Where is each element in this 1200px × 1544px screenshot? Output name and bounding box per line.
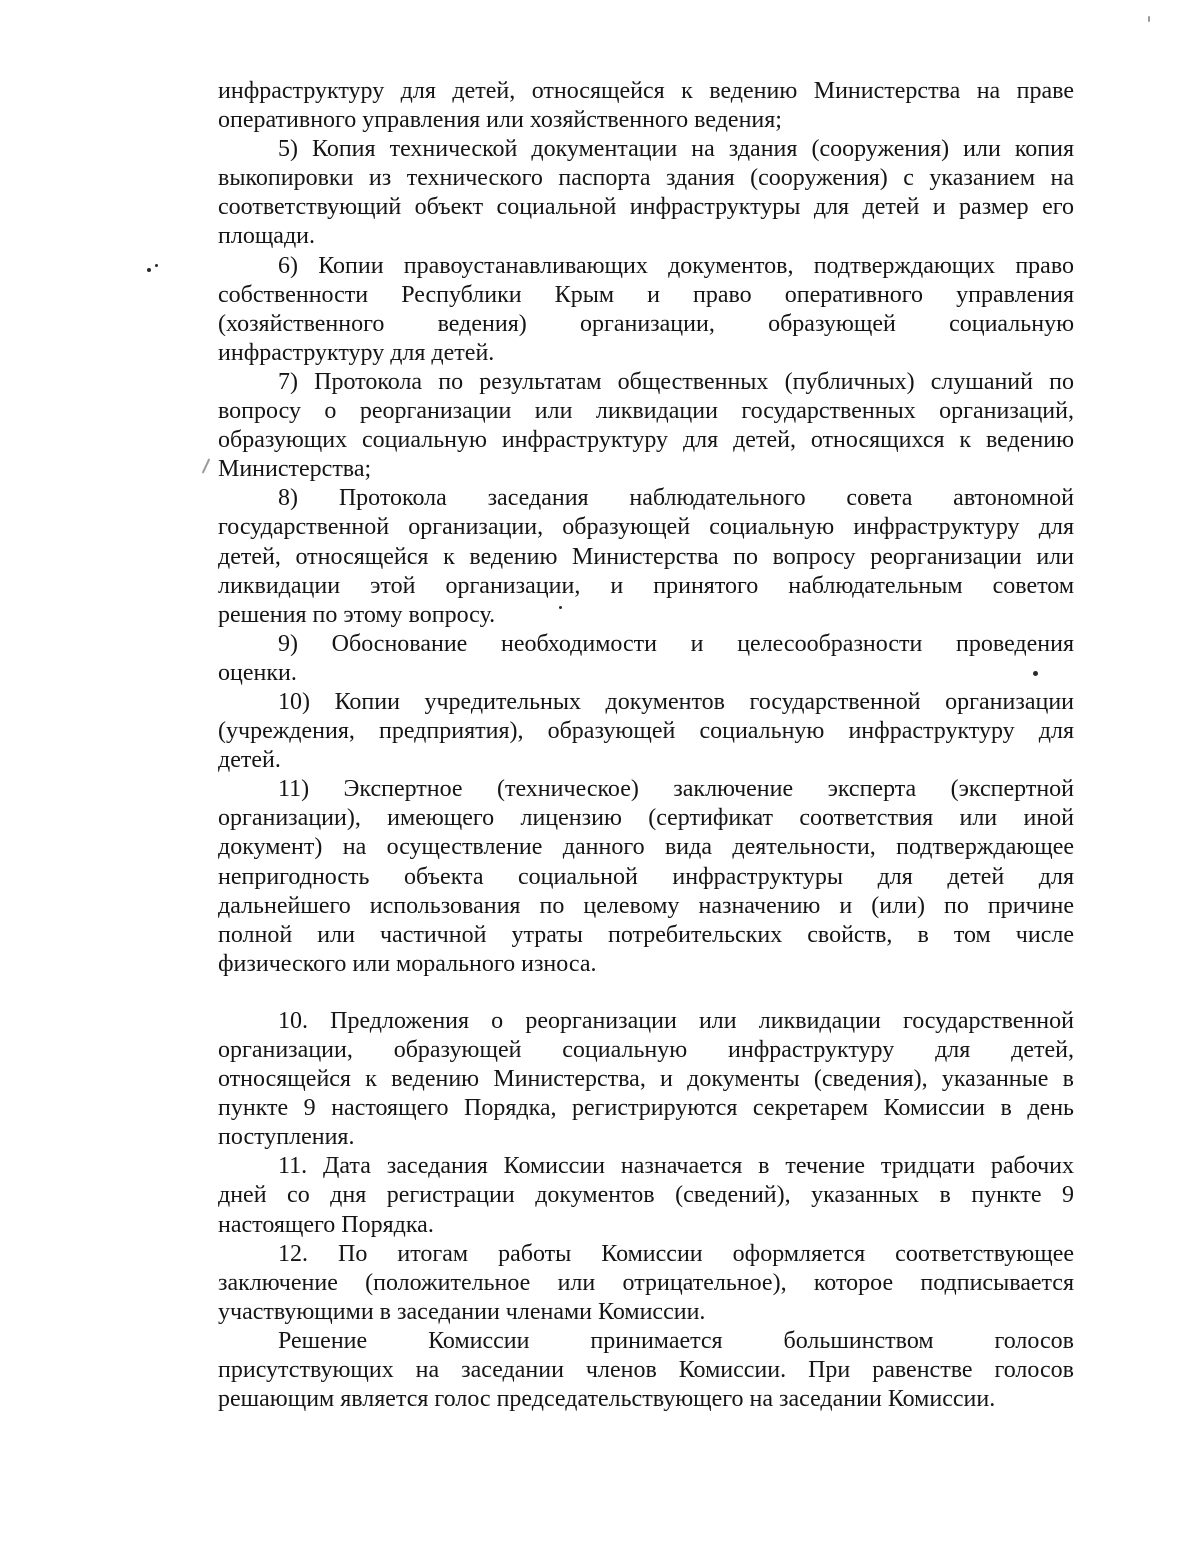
text-line: Министерства; [218,456,372,483]
text-line: решающим является голос председательствующего на заседании Комиссии. [218,1386,996,1413]
clause-12 [218,1240,1074,1327]
text-line: инфраструктуру для детей, относящейся к ведению Министерства на праве [218,78,1074,104]
text-line: соответствующий объект социальной инфраструктуры для детей и размер его [218,194,1074,221]
text-line: 10) Копии учредительных документов государственной организации [278,688,1074,715]
text-line: детей. [218,747,281,774]
text-line: документ) на осуществление данного вида деятельности, подтверждающее [218,834,1074,861]
scan-speck [147,268,151,272]
list-item-5 [218,135,1074,251]
text-line: 11) Экспертное (техническое) заключение эксперта (экспертной [278,776,1074,803]
text-line: заключение (положительное или отрицательное), которое подписывается [218,1269,1074,1296]
text-line: Решение Комиссии принимается большинством голосов [278,1327,1074,1354]
text-line: организации, образующей социальную инфраструктуру для детей, [218,1037,1074,1063]
clause-11 [218,1152,1074,1239]
list-item-7 [218,368,1074,484]
text-line: площади. [218,223,316,250]
scan-speck [202,458,211,473]
text-line: 7) Протокола по результатам общественных (публичных) слушаний по [278,368,1074,395]
text-line: (учреждения, предприятия), образующей социальную инфраструктуру для [218,718,1074,745]
text-line: физического или морального износа. [218,950,597,977]
text-line: настоящего Порядка. [218,1211,434,1238]
text-line: 10. Предложения о реорганизации или ликвидации государственной [278,1007,1074,1034]
text-line: пункте 9 настоящего Порядка, регистрируются секретарем Комиссии в день [218,1095,1074,1122]
text-line: поступления. [218,1124,355,1151]
text-line: оценки. [218,659,297,686]
scan-speck [1148,16,1150,22]
text-line: 8) Протокола заседания наблюдательного совета автономной [278,485,1074,512]
list-item-6 [218,252,1074,368]
text-line: инфраструктуру для детей. [218,339,495,366]
text-line: государственной организации, образующей социальную инфраструктуру для [218,514,1074,541]
list-item-9 [218,630,1074,688]
text-line: 12. По итогам работы Комиссии оформляется соответствующее [278,1240,1074,1267]
text-line: дальнейшего использования по целевому назначению и (или) по причине [218,892,1074,919]
text-line: собственности Республики Крым и право оперативного управления [218,281,1074,308]
list-item-8 [218,484,1074,629]
text-line: организации), имеющего лицензию (сертификат соответствия или иной [218,805,1074,832]
text-line: решения по этому вопросу. [218,601,496,628]
text-line: (хозяйственного ведения) организации, образующей социальную [218,310,1074,337]
text-line: 9) Обоснование необходимости и целесообразности проведения [278,630,1074,657]
text-line: непригодность объекта социальной инфраструктуры для детей для [218,863,1074,890]
scan-speck [155,264,158,267]
list-item-10 [218,688,1074,775]
list-item-11 [218,775,1074,979]
text-line: 6) Копии правоустанавливающих документов, подтверждающих право [278,252,1074,279]
text-line: участвующими в заседании членами Комиссии. [218,1298,706,1325]
text-line: ликвидации этой организации, и принятого наблюдательным советом [218,572,1074,599]
decision-paragraph [218,1327,1074,1414]
clause-10 [218,1007,1074,1152]
text-line: детей, относящейся к ведению Министерства по вопросу реорганизации или [218,543,1074,570]
text-line: полной или частичной утраты потребительских свойств, в том числе [218,921,1074,948]
text-line: дней со дня регистрации документов (сведений), указанных в пункте 9 [218,1182,1074,1209]
text-line: вопросу о реорганизации или ликвидации государственных организаций, [218,398,1074,425]
text-line: оперативного управления или хозяйственного ведения; [218,107,782,134]
text-line: 11. Дата заседания Комиссии назначается в течение тридцати рабочих [278,1153,1074,1180]
paragraph-continuation [218,77,1074,135]
text-line: 5) Копия технической документации на здания (сооружения) или копия [278,136,1074,163]
document-body [218,77,1074,1414]
text-line: образующих социальную инфраструктуру для детей, относящихся к ведению [218,427,1074,454]
text-line: относящейся к ведению Министерства, и документы (сведения), указанные в [218,1066,1074,1093]
text-line: выкопировки из технического паспорта здания (сооружения) с указанием на [218,165,1074,192]
text-line: присутствующих на заседании членов Комиссии. При равенстве голосов [218,1357,1074,1384]
